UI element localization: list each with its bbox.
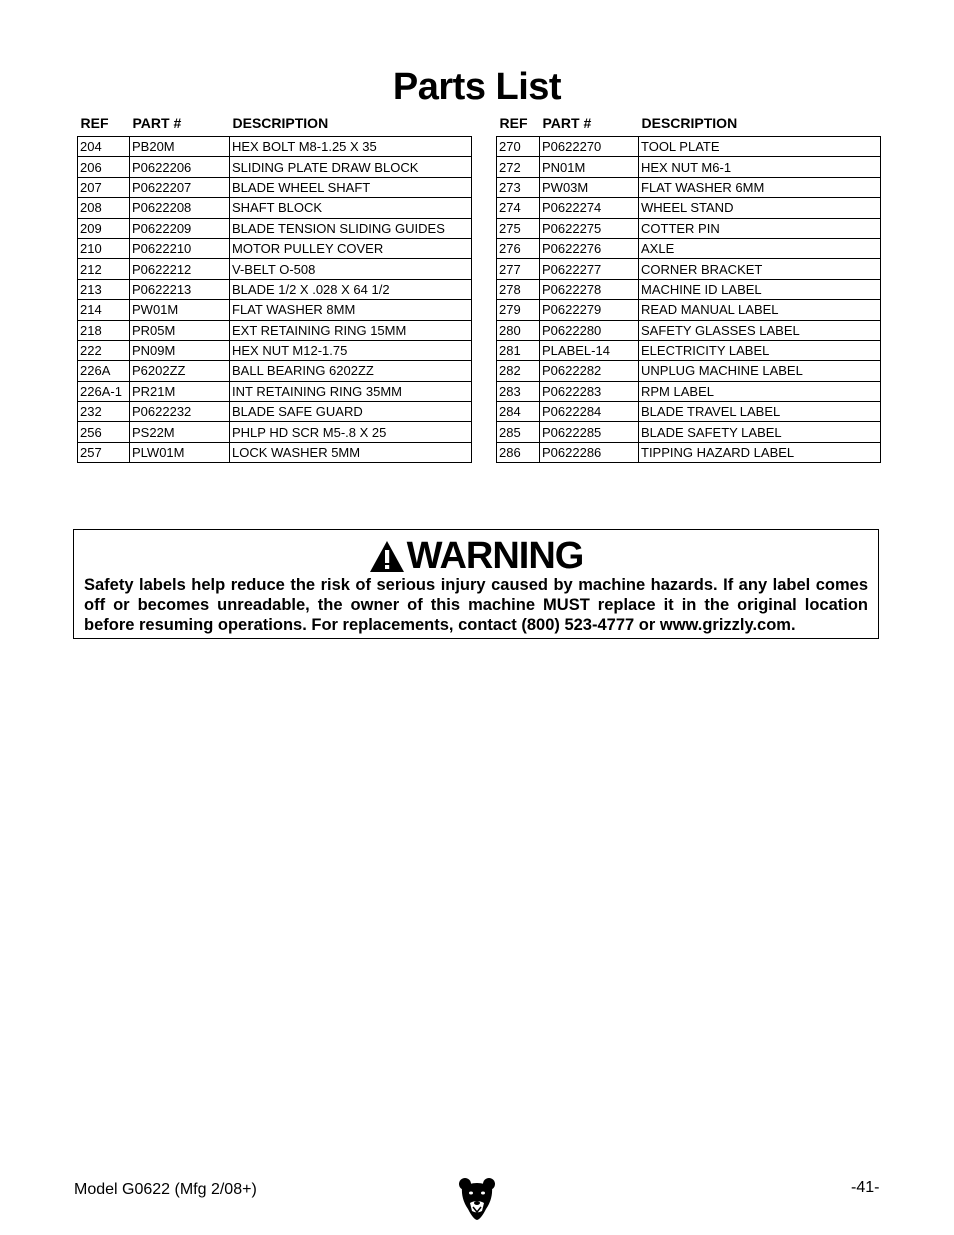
ref-cell: 281 — [497, 340, 540, 360]
ref-cell: 279 — [497, 300, 540, 320]
table-row — [78, 259, 472, 279]
ref-cell: 204 — [78, 137, 130, 157]
description-cell: BLADE SAFETY LABEL — [639, 422, 881, 442]
part-number-cell: P0622283 — [540, 381, 639, 401]
footer-model: Model G0622 (Mfg 2/08+) — [74, 1181, 257, 1198]
part-number-cell: P0622276 — [540, 238, 639, 258]
ref-cell: 270 — [497, 137, 540, 157]
table-row — [78, 218, 472, 238]
description-cell: EXT RETAINING RING 15MM — [230, 320, 472, 340]
part-number-cell: PN01M — [540, 157, 639, 177]
table-row — [497, 422, 881, 442]
description-cell: MACHINE ID LABEL — [639, 279, 881, 299]
parts-table-right-body — [497, 137, 881, 463]
ref-cell: 280 — [497, 320, 540, 340]
description-cell: HEX BOLT M8-1.25 X 35 — [230, 137, 472, 157]
ref-cell: 282 — [497, 361, 540, 381]
description-cell: WHEEL STAND — [639, 198, 881, 218]
ref-cell: 278 — [497, 279, 540, 299]
description-cell: ELECTRICITY LABEL — [639, 340, 881, 360]
table-row — [497, 300, 881, 320]
part-number-cell: P0622210 — [130, 238, 230, 258]
ref-cell: 206 — [78, 157, 130, 177]
table-row — [497, 442, 881, 462]
table-row — [78, 238, 472, 258]
ref-cell: 226A-1 — [78, 381, 130, 401]
table-row — [497, 218, 881, 238]
table-row — [78, 198, 472, 218]
table-row — [497, 402, 881, 422]
ref-cell: 208 — [78, 198, 130, 218]
part-number-cell: PS22M — [130, 422, 230, 442]
column-header-ref: REF — [499, 115, 528, 131]
description-cell: PHLP HD SCR M5-.8 X 25 — [230, 422, 472, 442]
part-number-cell: PR05M — [130, 320, 230, 340]
part-number-cell: P0622285 — [540, 422, 639, 442]
ref-cell: 210 — [78, 238, 130, 258]
parts-table-right — [496, 114, 881, 463]
description-cell: BLADE 1/2 X .028 X 64 1/2 — [230, 279, 472, 299]
table-row — [78, 177, 472, 197]
description-cell: V-BELT O-508 — [230, 259, 472, 279]
parts-table-left-body — [78, 137, 472, 463]
description-cell: BLADE TRAVEL LABEL — [639, 402, 881, 422]
ref-cell: 207 — [78, 177, 130, 197]
ref-cell: 222 — [78, 340, 130, 360]
ref-cell: 286 — [497, 442, 540, 462]
table-row — [497, 157, 881, 177]
warning-triangle-icon — [369, 540, 405, 573]
description-cell: TIPPING HAZARD LABEL — [639, 442, 881, 462]
table-row — [497, 238, 881, 258]
ref-cell: 274 — [497, 198, 540, 218]
description-cell: MOTOR PULLEY COVER — [230, 238, 472, 258]
table-row — [78, 361, 472, 381]
part-number-cell: P0622274 — [540, 198, 639, 218]
description-cell: RPM LABEL — [639, 381, 881, 401]
description-cell: UNPLUG MACHINE LABEL — [639, 361, 881, 381]
page-title: Parts List — [392, 66, 562, 108]
ref-cell: 275 — [497, 218, 540, 238]
ref-cell: 277 — [497, 259, 540, 279]
page-number: -41- — [851, 1179, 880, 1196]
part-number-cell: PLW01M — [130, 442, 230, 462]
parts-table-left — [77, 114, 472, 463]
part-number-cell: P0622270 — [540, 137, 639, 157]
part-number-cell: P0622284 — [540, 402, 639, 422]
description-cell: BLADE WHEEL SHAFT — [230, 177, 472, 197]
part-number-cell: P0622212 — [130, 259, 230, 279]
description-cell: TOOL PLATE — [639, 137, 881, 157]
part-number-cell: P6202ZZ — [130, 361, 230, 381]
ref-cell: 284 — [497, 402, 540, 422]
table-row — [497, 381, 881, 401]
description-cell: READ MANUAL LABEL — [639, 300, 881, 320]
description-cell: SAFETY GLASSES LABEL — [639, 320, 881, 340]
table-row — [78, 137, 472, 157]
column-header-description: DESCRIPTION — [641, 115, 738, 131]
part-number-cell: P0622278 — [540, 279, 639, 299]
part-number-cell: P0622275 — [540, 218, 639, 238]
description-cell: FLAT WASHER 6MM — [639, 177, 881, 197]
table-row — [78, 300, 472, 320]
part-number-cell: P0622280 — [540, 320, 639, 340]
table-header-row — [78, 114, 472, 137]
table-row — [497, 198, 881, 218]
warning-heading-label: WARNING — [406, 534, 584, 577]
ref-cell: 209 — [78, 218, 130, 238]
ref-cell: 232 — [78, 402, 130, 422]
part-number-cell: PB20M — [130, 137, 230, 157]
part-number-cell: P0622209 — [130, 218, 230, 238]
warning-heading — [74, 536, 878, 576]
description-cell: BLADE TENSION SLIDING GUIDES — [230, 218, 472, 238]
ref-cell: 256 — [78, 422, 130, 442]
ref-cell: 285 — [497, 422, 540, 442]
table-header-row — [497, 114, 881, 137]
description-cell: BLADE SAFE GUARD — [230, 402, 472, 422]
warning-text: Safety labels help reduce the risk of serious injury caused by machine hazards. If any label comes off or becomes unreadable, the owner of this machine MUST replace it in the original location before resuming operations. For replacements, contact (800) 523-4777 or www.grizzly.com. — [84, 576, 868, 634]
column-header-part: PART # — [542, 115, 592, 131]
column-header-ref: REF — [80, 115, 109, 131]
description-cell: HEX NUT M12-1.75 — [230, 340, 472, 360]
table-row — [497, 340, 881, 360]
part-number-cell: P0622232 — [130, 402, 230, 422]
part-number-cell: P0622207 — [130, 177, 230, 197]
table-row — [78, 279, 472, 299]
part-number-cell: PW03M — [540, 177, 639, 197]
ref-cell: 257 — [78, 442, 130, 462]
description-cell: INT RETAINING RING 35MM — [230, 381, 472, 401]
description-cell: SLIDING PLATE DRAW BLOCK — [230, 157, 472, 177]
description-cell: COTTER PIN — [639, 218, 881, 238]
description-cell: HEX NUT M6-1 — [639, 157, 881, 177]
part-number-cell: PLABEL-14 — [540, 340, 639, 360]
table-row — [78, 320, 472, 340]
part-number-cell: P0622213 — [130, 279, 230, 299]
ref-cell: 214 — [78, 300, 130, 320]
ref-cell: 213 — [78, 279, 130, 299]
part-number-cell: P0622277 — [540, 259, 639, 279]
table-row — [497, 137, 881, 157]
ref-cell: 226A — [78, 361, 130, 381]
description-cell: CORNER BRACKET — [639, 259, 881, 279]
part-number-cell: PW01M — [130, 300, 230, 320]
table-row — [78, 340, 472, 360]
table-row — [78, 442, 472, 462]
part-number-cell: P0622286 — [540, 442, 639, 462]
ref-cell: 273 — [497, 177, 540, 197]
description-cell: AXLE — [639, 238, 881, 258]
column-header-description: DESCRIPTION — [232, 115, 329, 131]
ref-cell: 272 — [497, 157, 540, 177]
ref-cell: 218 — [78, 320, 130, 340]
description-cell: SHAFT BLOCK — [230, 198, 472, 218]
table-row — [497, 279, 881, 299]
table-row — [78, 157, 472, 177]
table-row — [497, 361, 881, 381]
description-cell: LOCK WASHER 5MM — [230, 442, 472, 462]
grizzly-bear-logo-icon — [458, 1177, 496, 1226]
table-row — [78, 381, 472, 401]
part-number-cell: P0622282 — [540, 361, 639, 381]
part-number-cell: P0622206 — [130, 157, 230, 177]
table-row — [497, 320, 881, 340]
table-row — [497, 259, 881, 279]
description-cell: FLAT WASHER 8MM — [230, 300, 472, 320]
part-number-cell: P0622208 — [130, 198, 230, 218]
table-row — [78, 422, 472, 442]
table-row — [497, 177, 881, 197]
warning-box — [73, 529, 879, 639]
ref-cell: 283 — [497, 381, 540, 401]
table-row — [78, 402, 472, 422]
ref-cell: 212 — [78, 259, 130, 279]
column-header-part: PART # — [132, 115, 182, 131]
ref-cell: 276 — [497, 238, 540, 258]
description-cell: BALL BEARING 6202ZZ — [230, 361, 472, 381]
part-number-cell: P0622279 — [540, 300, 639, 320]
part-number-cell: PN09M — [130, 340, 230, 360]
part-number-cell: PR21M — [130, 381, 230, 401]
